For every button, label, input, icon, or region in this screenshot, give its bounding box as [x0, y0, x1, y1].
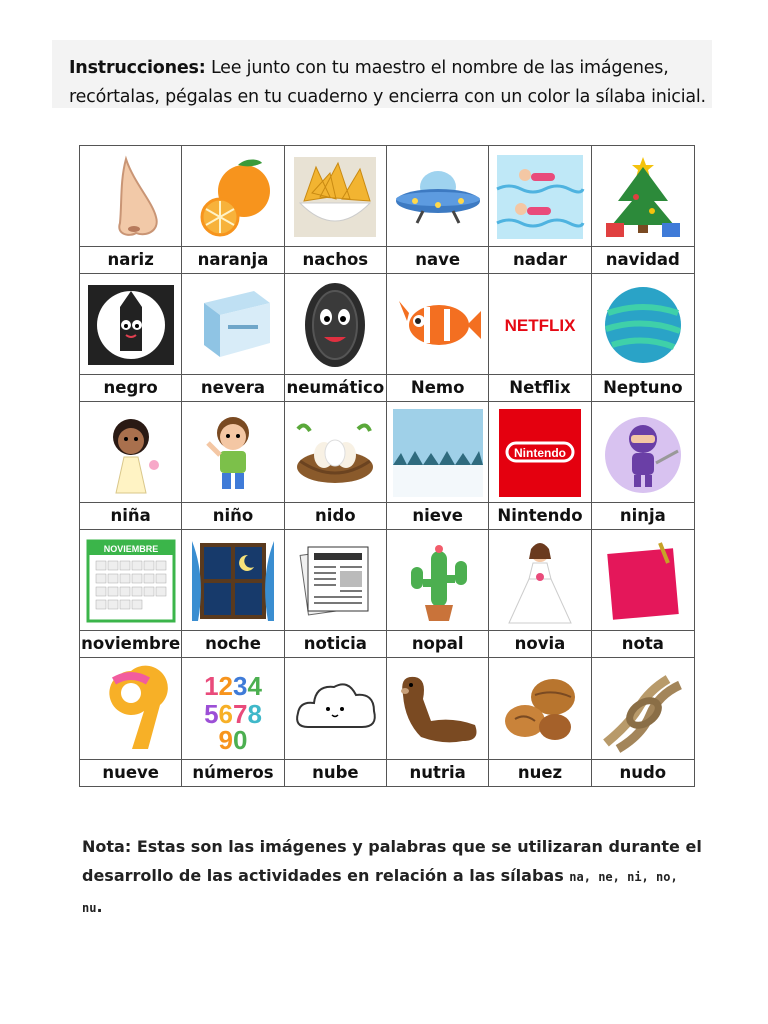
- neptune-planet-icon: [596, 278, 690, 371]
- card-word: nariz: [80, 246, 181, 273]
- netflix-logo-icon: [493, 278, 586, 371]
- card-word: niña: [80, 502, 181, 529]
- nose-icon: [84, 150, 177, 243]
- card-word: nutria: [387, 759, 488, 786]
- note-text: Estas son las imágenes y palabras que se utilizaran durante el desarrollo de las actividades en relación a las sílabas: [82, 837, 702, 885]
- card-word: nube: [285, 759, 386, 786]
- ninja-icon: [596, 406, 690, 499]
- instructions-label: Instrucciones:: [69, 58, 206, 78]
- newspaper-icon: [289, 534, 382, 627]
- card-1: [182, 146, 284, 274]
- snow-landscape-icon: [391, 406, 484, 499]
- swimming-icon: [493, 150, 586, 243]
- card-word: nido: [285, 502, 386, 529]
- card-15: [387, 402, 489, 530]
- card-27: [387, 658, 489, 786]
- card-word: ninja: [592, 502, 694, 529]
- note-period: .: [96, 897, 103, 916]
- card-word: nachos: [285, 246, 386, 273]
- card-word: nueve: [80, 759, 181, 786]
- card-14: [285, 402, 387, 530]
- note-label: Nota:: [82, 837, 132, 856]
- night-window-icon: [186, 534, 279, 627]
- otter-icon: [391, 662, 484, 755]
- instructions-line2: recórtalas, pégalas en tu cuaderno y encierra con un color la sílaba inicial.: [69, 87, 706, 107]
- svg-text:NOVIEMBRE: NOVIEMBRE: [103, 543, 158, 554]
- card-word: negro: [80, 374, 181, 401]
- picture-card-grid: [79, 145, 695, 787]
- card-10: [489, 274, 591, 402]
- card-26: [285, 658, 387, 786]
- svg-text:NETFLIX: NETFLIX: [504, 315, 576, 335]
- nachos-icon: [289, 150, 382, 243]
- card-word: neumático: [285, 374, 386, 401]
- knot-icon: [596, 662, 690, 755]
- svg-text:Nintendo: Nintendo: [513, 445, 566, 460]
- card-word: nave: [387, 246, 488, 273]
- card-13: [182, 402, 284, 530]
- orange-icon: [186, 150, 279, 243]
- card-21: [387, 530, 489, 658]
- nest-icon: [289, 406, 382, 499]
- calendar-icon: [84, 534, 177, 627]
- cloud-icon: [289, 662, 382, 755]
- card-19: [182, 530, 284, 658]
- card-word: Netflix: [489, 374, 590, 401]
- card-29: [592, 658, 694, 786]
- freezer-icon: [186, 278, 279, 371]
- numbers-icon: [186, 662, 279, 755]
- card-word: noviembre: [80, 630, 181, 657]
- svg-text:5678: 5678: [204, 698, 262, 729]
- svg-text:1234: 1234: [204, 670, 262, 701]
- cactus-icon: [391, 534, 484, 627]
- clownfish-icon: [391, 278, 484, 371]
- christmas-tree-icon: [596, 150, 690, 243]
- instructions-text: [69, 54, 709, 112]
- card-12: [80, 402, 182, 530]
- card-22: [489, 530, 591, 658]
- card-11: [592, 274, 694, 402]
- card-word: nuez: [489, 759, 590, 786]
- card-8: [285, 274, 387, 402]
- card-word: nota: [592, 630, 694, 657]
- sticky-note-icon: [596, 534, 690, 627]
- card-word: números: [182, 759, 283, 786]
- card-word: nadar: [489, 246, 590, 273]
- nintendo-logo-icon: [493, 406, 586, 499]
- card-word: novia: [489, 630, 590, 657]
- card-word: noche: [182, 630, 283, 657]
- note-syllables: na, ne, ni, no, nu: [82, 870, 678, 915]
- card-9: [387, 274, 489, 402]
- card-word: nieve: [387, 502, 488, 529]
- card-word: nudo: [592, 759, 694, 786]
- card-17: [592, 402, 694, 530]
- card-20: [285, 530, 387, 658]
- card-word: nevera: [182, 374, 283, 401]
- card-6: [80, 274, 182, 402]
- black-crayon-icon: [84, 278, 177, 371]
- card-5: [592, 146, 694, 274]
- card-word: noticia: [285, 630, 386, 657]
- card-4: [489, 146, 591, 274]
- walnut-icon: [493, 662, 586, 755]
- bride-icon: [493, 534, 586, 627]
- boy-icon: [186, 406, 279, 499]
- card-word: nopal: [387, 630, 488, 657]
- girl-icon: [84, 406, 177, 499]
- card-16: [489, 402, 591, 530]
- svg-text:90: 90: [218, 724, 248, 753]
- instructions-line1: Lee junto con tu maestro el nombre de las imágenes,: [210, 58, 669, 78]
- card-25: [182, 658, 284, 786]
- card-28: [489, 658, 591, 786]
- card-23: [592, 530, 694, 658]
- instructions-box: [52, 40, 712, 108]
- card-18: [80, 530, 182, 658]
- card-0: [80, 146, 182, 274]
- card-2: [285, 146, 387, 274]
- note-paragraph: [82, 832, 702, 923]
- card-word: Nintendo: [489, 502, 590, 529]
- card-word: Nemo: [387, 374, 488, 401]
- card-word: niño: [182, 502, 283, 529]
- number-nine-icon: [84, 662, 177, 755]
- card-7: [182, 274, 284, 402]
- card-24: [80, 658, 182, 786]
- card-3: [387, 146, 489, 274]
- tire-icon: [289, 278, 382, 371]
- card-word: navidad: [592, 246, 694, 273]
- card-word: Neptuno: [592, 374, 694, 401]
- card-word: naranja: [182, 246, 283, 273]
- spaceship-icon: [391, 150, 484, 243]
